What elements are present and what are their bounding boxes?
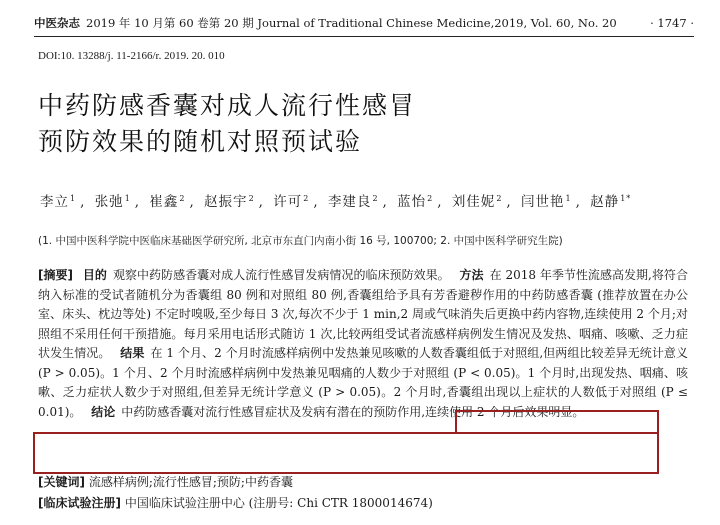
abstract-label: [摘要] [38, 268, 74, 282]
results-text: 在 1 个月、2 个月时流感样病例中发热兼见咳嗽的人数香囊组低于对照组,但两组比较差异无统计意义 (P > 0.05)。1 个月、2 个月时流感样病例中发热兼见咽痛的人数少于对照组 (P < 0.05)。1 个月时,出现发热、咽痛、咳嗽、乏力症状人数少于对照组,但差异无统计学意义 (P > 0.05)。 [38, 346, 688, 399]
trial-text: 中国临床试验注册中心 (注册号: Chi CTR 1800014674) [124, 496, 433, 510]
results-label: 结果 [120, 346, 145, 360]
title-line-2: 预防效果的随机对照预试验 [38, 127, 363, 156]
trial-label: [临床试验注册] [38, 496, 121, 510]
header-rule [34, 36, 694, 37]
keywords [38, 473, 293, 492]
author: 闫世艳$^1$ [521, 193, 572, 210]
methods-text: 在 2018 年季节性流感高发期,将符合纳入标准的受试者随机分为香囊组 80 例和对照组 80 例,香囊组给予具有芳香避秽作用的中药防感香囊 (推荐放置在办公室、床头、枕边等处) 不定时嗅吸,至少每日 3 次,每次不少于 1 min,2 周或气味消失后更换中药内容物,连续使用 2 个月;对照组不采用任何干预措施。每月采用电话形式随访 1 次,比较两组受试者流感样病例发生情况及发热、咽痛、咳嗽、乏力症状发生情况。 [38, 268, 688, 360]
journal-header [34, 12, 694, 34]
conclusion-text: 中药防感香囊对流行性感冒症状及发病有潜在的预防作用,连续使用 2 个月后效果明显。 [121, 404, 585, 419]
abstract [38, 266, 688, 422]
author-list: 李立$^1$ , 张弛$^1$ , 崔鑫$^2$ , 赵振宇$^2$ , 许可$^2$ , 李建良$^2$ , 蓝怡$^2$ , 刘佳妮$^2$ , 闫世艳$^1$ , 赵静$^{1*}$ [40, 193, 632, 210]
author: 张弛$^1$ [94, 193, 131, 210]
author: 赵振宇$^2$ [204, 193, 255, 210]
author: 刘佳妮$^2$ [451, 193, 503, 210]
objective-text: 观察中药防感香囊对成人流行性感冒发病情况的临床预防效果。 [112, 268, 450, 282]
title-line-1: 中药防感香囊对成人流行性感冒 [38, 91, 417, 120]
author: 赵静$^{1*}$ [590, 193, 632, 210]
highlight-box-top [455, 410, 659, 434]
keywords-label: [关键词] [38, 475, 85, 489]
affiliation: (1. 中国中医科学院中医临床基础医学研究所, 北京市东直门内南小街 16 号, 100700; 2. 中国中医科学研究生院) [38, 235, 563, 247]
doi: DOI:10. 13288/j. 11-2166/r. 2019. 20. 010 [38, 50, 225, 62]
article-title [38, 88, 678, 160]
trial-registration [38, 494, 433, 513]
highlight-box-bottom [33, 432, 659, 474]
methods-label: 方法 [459, 268, 484, 282]
journal-name: 中医杂志 [34, 16, 80, 30]
author: 许可$^2$ [273, 193, 310, 210]
page-number: · 1747 · [650, 16, 694, 30]
keywords-text: 流感样病例;流行性感冒;预防;中药香囊 [88, 475, 293, 489]
results-highlight-text: 2 个月时,香囊组出现以上症状的人数低于对照组 (P ≤ 0.01)。 [38, 385, 688, 419]
author: 李立$^1$ [40, 193, 77, 210]
objective-label: 目的 [82, 268, 107, 282]
conclusion-label: 结论 [91, 404, 116, 419]
author: 崔鑫$^2$ [149, 193, 186, 210]
author: 李建良$^2$ [327, 193, 379, 210]
issue-info: 2019 年 10 月第 60 卷第 20 期 Journal of Traditional Chinese Medicine,2019, Vol. 60, No. 20 [86, 16, 617, 30]
author: 蓝怡$^2$ [397, 193, 434, 210]
